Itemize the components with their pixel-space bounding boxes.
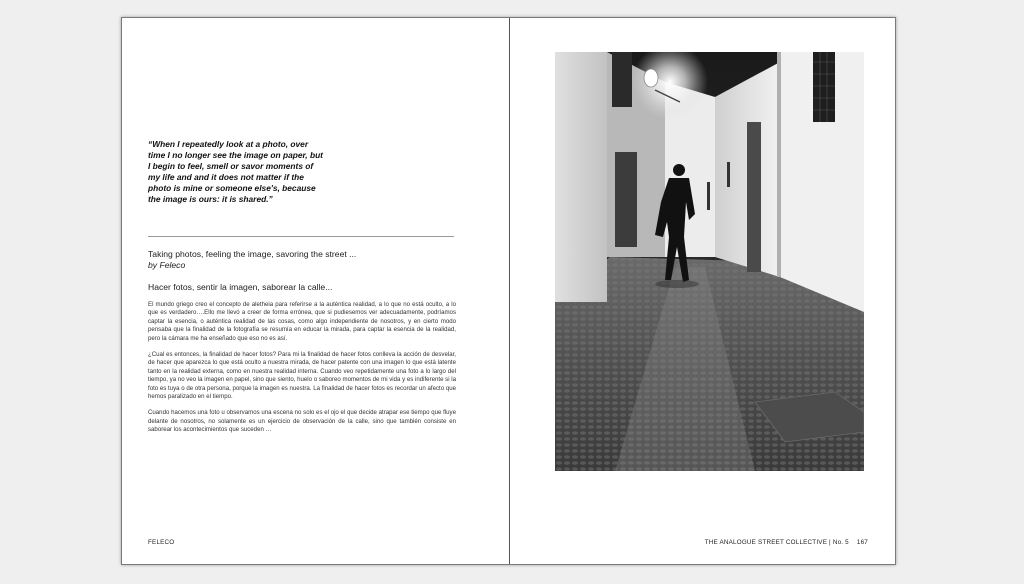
street-photo-illustration (555, 52, 864, 471)
magazine-name: THE ANALOGUE STREET COLLECTIVE | No. 5 (704, 539, 849, 546)
article-body (148, 301, 456, 443)
body-paragraph-2: ¿Cual es entonces, la finalidad de hacer fotos? Para mi la finalidad de hacer fotos conlleva la acción de desvelar, de hacer que aparezca lo que está oculto a nuestra mirada, de hacer patente con una imagen lo que está latente tanto en la realidad externa, como en nuestra realidad interna. Cuando veo repetidamente una foto a lo largo del tiempo, ya no veo la imagen en papel, sino que siento, huelo o saboreo momentos de mi vida y es indiferente si la foto es tuya o de otra persona, porque la imagen es nuestra. La finalidad de hacer fotos es recordar un afecto que hemos paralizado en el tiempo. (148, 351, 456, 401)
pull-quote: “When I repeatedly look at a photo, over time I no longer see the image on paper, but I begin to feel, smell or savor moments of my life and and it does not matter if the photo is mine or someone else's, because the image is ours: it is shared.” (148, 139, 323, 204)
article-title-english: Taking photos, feeling the image, savoring the street ... (148, 249, 357, 259)
street-photo (555, 52, 864, 471)
magazine-spread (121, 17, 896, 565)
divider-rule (148, 236, 454, 237)
body-paragraph-1: El mundo griego creo el concepto de aletheia para referirse a la auténtica realidad, a lo que no está oculto, a lo que es verdadero….Ello me llevó a creer de forma errónea, que si pudiesemos ver adecuadamente, podríamos captar la esencia, o auténtica realidad de las cosas, como algo independiente de nosotros, y en cierto modo pensaba que la finalidad de la fotografía se resumía en educar la mirada, para captar la esencia de la realidad, pero la cámara me ha enseñado que eso no es así. (148, 301, 456, 342)
body-paragraph-3: Cuando hacemos una foto u observamos una escena no solo es el ojo el que decide atrapar ese tiempo que fluye delante de nosotros, no solamente es un ejercicio de observación de la calle, sino que también consiste en saborear los acontecimientos que suceden … (148, 409, 456, 434)
footer-author: FELECO (148, 539, 175, 546)
article-title-spanish: Hacer fotos, sentir la imagen, saborear la calle... (148, 282, 333, 292)
right-page (510, 18, 896, 564)
left-page (122, 18, 509, 564)
page-number: 167 (856, 539, 868, 546)
author-byline: by Feleco (148, 260, 186, 270)
footer-magazine (705, 539, 868, 546)
